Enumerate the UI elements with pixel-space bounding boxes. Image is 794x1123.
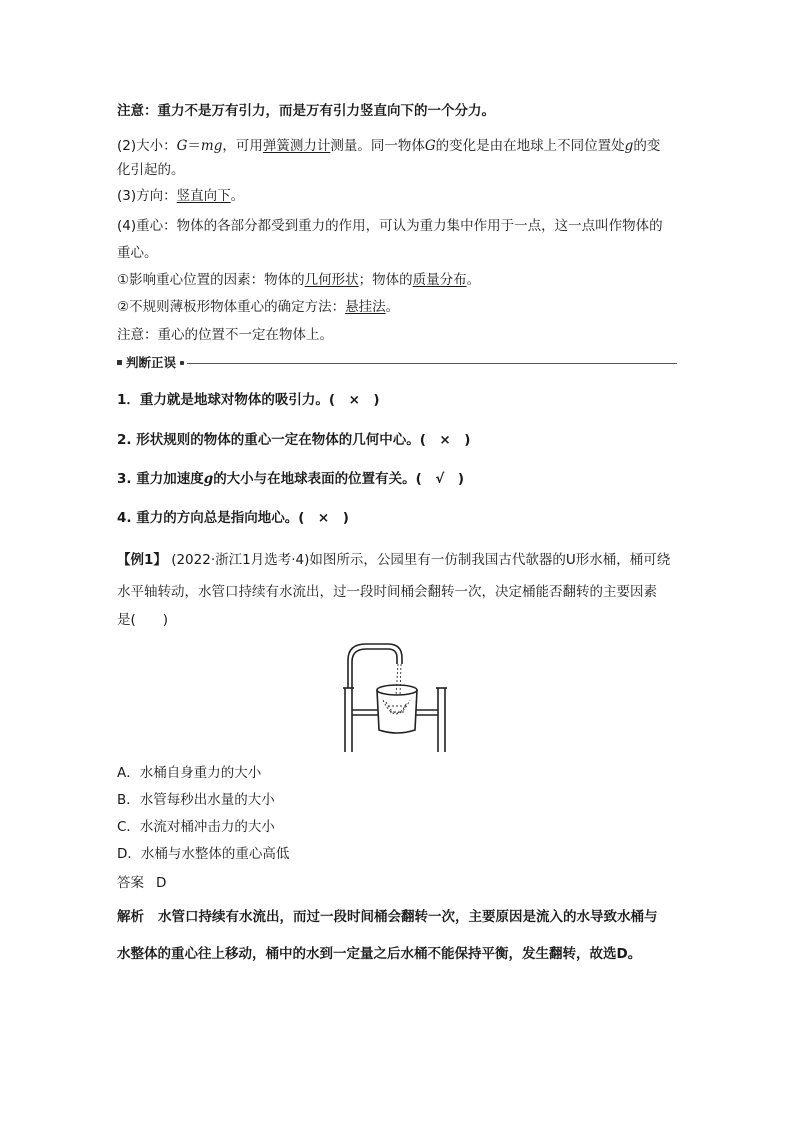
direction-value: 竖直向下 [176,188,231,204]
method-prefix: ②不规则薄板形物体重心的确定方法： [117,299,346,315]
size-line-1 [117,136,660,156]
section-title-text: 判断正误 [126,355,177,370]
center-line-2: 重心。 [117,245,158,261]
method-value: 悬挂法 [345,299,386,315]
size-mid1: ，可用 [222,138,263,154]
option-a: A．水桶自身重力的大小 [117,765,262,781]
factor-prefix: ①影响重心位置的因素：物体的 [117,272,305,288]
note-prefix: 注意： [117,103,158,119]
size-var-g: G [424,138,436,154]
formula-rhs: mg [200,138,223,154]
judgment-1: 1．重力就是地球对物体的吸引力。( × ) [117,392,380,408]
factor-1: 几何形状 [304,272,359,288]
section-rule [187,363,677,364]
factor-2: 质量分布 [412,272,467,288]
bucket-rim [377,685,417,695]
analysis-label: 解析 [117,909,144,925]
analysis-line-2: 水整体的重心往上移动，桶中的水到一定量之后水桶不能保持平衡，发生翻转，故选D。 [117,946,642,962]
factor-mid: ；物体的 [358,272,413,288]
example-line-2: 水平轴转动，水管口持续有水流出，过一段时间桶会翻转一次，决定桶能否翻转的主要因素 [117,584,657,600]
answer-label: 答案 [117,875,144,891]
bucket-body [377,690,417,733]
judgment-3 [117,469,464,489]
method-end: 。 [385,299,400,315]
option-b: B．水管每秒出水量的大小 [117,792,275,808]
example-tag: 【例1】 [117,552,167,568]
judgment-3-var: g [203,471,214,487]
option-d: D．水桶与水整体的重心高低 [117,846,290,862]
analysis-text-1: 水管口持续有水流出，而过一段时间桶会翻转一次，主要原因是流入的水导致水桶与 [158,909,658,925]
bucket-figure [336,640,456,756]
center-line-1: (4)重心：物体的各部分都受到重力的作用，可认为重力集中作用于一点，这一点叫作物体的 [117,218,663,234]
size-mid3: 的变化是由在地球上不同位置处 [435,138,625,154]
size-mid4: 的变 [633,138,661,154]
section-title [117,354,184,372]
size-mid2: 测量。同一物体 [330,138,425,154]
size-var-g2: g [624,138,634,154]
note-text: 重力不是万有引力，而是万有引力竖直向下的一个分力。 [157,103,495,119]
answer-line [117,873,166,893]
factor-end: 。 [466,272,481,288]
size-label: (2)大小： [117,138,177,154]
note-gravity [117,101,495,121]
option-c: C．水流对桶冲击力的大小 [117,819,275,835]
dot-icon [180,361,184,365]
example-line-1 [117,550,670,570]
judgment-3-post: 的大小与在地球表面的位置有关。( √ ) [213,471,465,487]
direction-end: 。 [230,188,245,204]
direction-line [117,186,244,206]
center-method [117,297,399,317]
center-note: 注意：重心的位置不一定在物体上。 [117,327,333,343]
judgment-2: 2. 形状规则的物体的重心一定在物体的几何中心。( × ) [117,432,471,448]
judgment-3-pre: 3. 重力加速度 [117,471,204,487]
square-bullet-icon [117,360,122,365]
formula-var: G [176,138,188,154]
center-factors [117,270,480,290]
formula-eq: ＝ [187,138,201,154]
example-line-3: 是( ) [117,612,169,628]
section-header [117,354,677,372]
direction-label: (3)方向： [117,188,177,204]
water-stream [383,664,410,714]
answer-value: D [156,875,167,891]
example-text-1: (2022·浙江1月选考·4)如图所示，公园里有一仿制我国古代欹器的U形水桶，桶可绕 [166,552,671,568]
size-tool: 弹簧测力计 [262,138,331,154]
analysis-line-1 [117,907,658,927]
judgment-4: 4. 重力的方向总是指向地心。( × ) [117,510,349,526]
size-line-2: 化引起的。 [117,162,185,178]
